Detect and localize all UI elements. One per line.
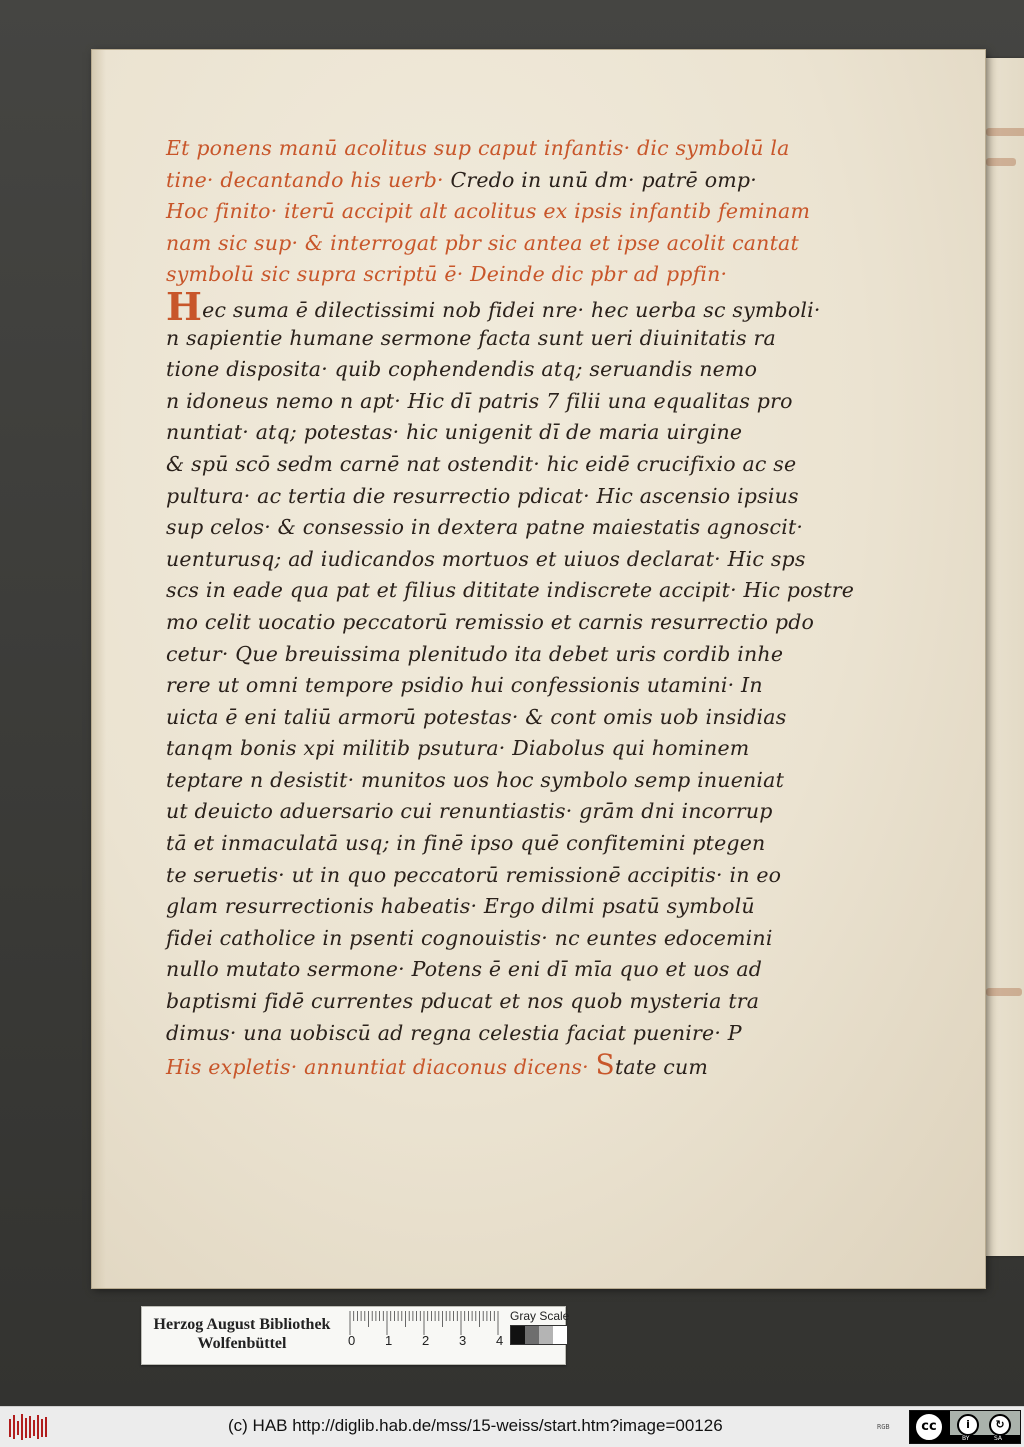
line-text: Et ponens manū acolitus sup caput infantis· dic symbolū la bbox=[166, 136, 790, 160]
color-profile-mark: RGB bbox=[877, 1423, 890, 1431]
text-line bbox=[166, 283, 926, 329]
line-text: glam resurrectionis habeatis· Ergo dilmi psatū symbolū bbox=[166, 894, 755, 919]
text-line bbox=[166, 1018, 926, 1050]
person-icon: i bbox=[957, 1414, 979, 1436]
ruler-number: 1 bbox=[385, 1333, 393, 1348]
text-line bbox=[166, 765, 926, 797]
cc-logo-background bbox=[910, 1411, 950, 1443]
line-text: tione disposita· quib cophendendis atq; seruandis nemo bbox=[166, 357, 758, 382]
rubric-line bbox=[166, 259, 926, 291]
text-line bbox=[166, 860, 926, 892]
rubric-initial: S bbox=[595, 1048, 615, 1082]
facing-page-rubric-trace bbox=[986, 158, 1016, 166]
line-text: scs in eade qua pat et filius dititate indiscrete accipit· Hic postre bbox=[166, 578, 855, 603]
line-text: pultura· ac tertia die resurrectio pdicat· Hic ascensio ipsius bbox=[166, 483, 799, 508]
color-calibration-card bbox=[141, 1306, 570, 1365]
line-text: fidei catholice in psenti cognouistis· nc euntes edocemini bbox=[166, 925, 773, 950]
line-text: n idoneus nemo n apt· Hic dī patris 7 filii una equalitas pro bbox=[166, 388, 793, 413]
text-line bbox=[166, 891, 926, 923]
hab-logo-icon bbox=[8, 1413, 48, 1441]
text-line bbox=[166, 323, 926, 355]
footer-bar bbox=[0, 1406, 1024, 1447]
text-line bbox=[166, 544, 926, 576]
line-text: teptare n desistit· munitos uos hoc symbolo semp inueniat bbox=[166, 767, 785, 792]
line-text: cetur· Que breuissima plenitudo ita debet uris cordib inhe bbox=[166, 641, 784, 666]
ruler-labels bbox=[342, 1333, 512, 1353]
line-text: nuntiat· atq; potestas· hic unigenit dī de maria uirgine bbox=[166, 420, 743, 445]
line-text: ut deuicto aduersario cui renuntiastis· grām dni incorrup bbox=[166, 799, 773, 824]
institution-name bbox=[142, 1315, 342, 1353]
line-text: mo celit uocatio peccatorū remissio et carnis resurrectio pdo bbox=[166, 609, 815, 634]
line-text: His expletis· annuntiat diaconus dicens· bbox=[166, 1055, 589, 1080]
cc-license-strip bbox=[950, 1435, 1020, 1443]
rubric-line bbox=[166, 1049, 926, 1081]
rubric-line bbox=[166, 228, 926, 260]
facing-page-edge bbox=[980, 58, 1024, 1256]
gray-swatch bbox=[539, 1326, 553, 1344]
sa-label: SA bbox=[994, 1435, 1003, 1442]
line-text: te seruetis· ut in quo peccatorū remissionē accipitis· in eo bbox=[166, 862, 782, 887]
by-label: BY bbox=[962, 1435, 970, 1442]
cc-license-badge[interactable] bbox=[909, 1410, 1021, 1444]
ruler-number: 2 bbox=[422, 1333, 430, 1348]
rubric-line bbox=[166, 133, 926, 165]
gray-scale-label: Gray Scale bbox=[510, 1309, 570, 1323]
line-text: tanqm bonis xpi militib psutura· Diabolus qui hominem bbox=[166, 736, 750, 761]
text-line bbox=[166, 512, 926, 544]
line-text: rere ut omni tempore psidio hui confessionis utamini· In bbox=[166, 673, 763, 698]
text-line bbox=[166, 828, 926, 860]
rubric-line bbox=[166, 196, 926, 228]
text-line bbox=[166, 702, 926, 734]
text-line bbox=[166, 417, 926, 449]
text-line bbox=[166, 796, 926, 828]
text-line bbox=[166, 481, 926, 513]
text-line bbox=[166, 449, 926, 481]
gray-scale-swatches bbox=[510, 1325, 568, 1345]
manuscript-text-block bbox=[166, 133, 926, 1081]
text-line bbox=[166, 986, 926, 1018]
copyright-link[interactable]: (c) HAB http://diglib.hab.de/mss/15-weiss/start.htm?image=00126 bbox=[228, 1416, 723, 1435]
text-line bbox=[166, 923, 926, 955]
text-line bbox=[166, 386, 926, 418]
line-continuation: Credo in unū dm· patrē omp· bbox=[450, 167, 757, 192]
text-line bbox=[166, 639, 926, 671]
line-text: symbolū sic supra scriptū ē· Deinde dic pbr ad ppfin· bbox=[166, 262, 728, 287]
rubric-line bbox=[166, 165, 926, 197]
text-line bbox=[166, 954, 926, 986]
cc-logo-icon: cc bbox=[914, 1412, 944, 1442]
line-continuation: tate cum bbox=[614, 1055, 709, 1080]
text-line bbox=[166, 575, 926, 607]
line-text: baptismi fidē currentes pducat et nos quob mysteria tra bbox=[166, 989, 760, 1014]
ruler-number: 3 bbox=[459, 1333, 467, 1348]
line-text: nullo mutato sermone· Potens ē eni dī mīa quo et uos ad bbox=[166, 957, 763, 982]
share-alike-icon: ↻ bbox=[989, 1414, 1011, 1436]
line-text: & spū scō sedm carnē nat ostendit· hic eidē crucifixio ac se bbox=[166, 451, 797, 476]
text-line bbox=[166, 607, 926, 639]
line-text: n sapientie humane sermone facta sunt ueri diuinitatis ra bbox=[166, 325, 776, 350]
line-text: Hoc finito· iterū accipit alt acolitus ex ipsis infantib feminam bbox=[166, 199, 811, 224]
ruler-number: 0 bbox=[348, 1333, 356, 1348]
gray-swatch bbox=[553, 1326, 567, 1344]
line-text: nam sic sup· & interrogat pbr sic antea et ipse acolit cantat bbox=[166, 230, 799, 255]
decorated-initial: H bbox=[166, 283, 203, 329]
facing-page-rubric-trace bbox=[986, 128, 1024, 136]
line-text: dimus· una uobiscū ad regna celestia faciat puenire· P bbox=[166, 1020, 742, 1045]
text-line bbox=[166, 733, 926, 765]
text-line bbox=[166, 354, 926, 386]
line-text: ec suma ē dilectissimi nob fidei nre· hec uerba sc symboli· bbox=[202, 297, 821, 322]
line-text: tā et inmaculatā usq; in finē ipso quē confitemini ptegen bbox=[166, 831, 766, 856]
facing-page-rubric-trace bbox=[986, 988, 1022, 996]
institution-line-2: Wolfenbüttel bbox=[197, 1335, 287, 1352]
gray-swatch bbox=[525, 1326, 539, 1344]
ruler-number: 4 bbox=[496, 1333, 504, 1348]
line-text: sup celos· & consessio in dextera patne maiestatis agnoscit· bbox=[166, 515, 804, 540]
line-text: tine· decantando his uerb· bbox=[166, 167, 444, 192]
institution-line-1: Herzog August Bibliothek bbox=[153, 1316, 331, 1333]
text-line bbox=[166, 670, 926, 702]
gray-swatch bbox=[511, 1326, 525, 1344]
line-text: uicta ē eni taliū armorū potestas· & cont omis uob insidias bbox=[166, 704, 787, 729]
line-text: uenturusq; ad iudicandos mortuos et uiuos declarat· Hic sps bbox=[166, 546, 806, 571]
